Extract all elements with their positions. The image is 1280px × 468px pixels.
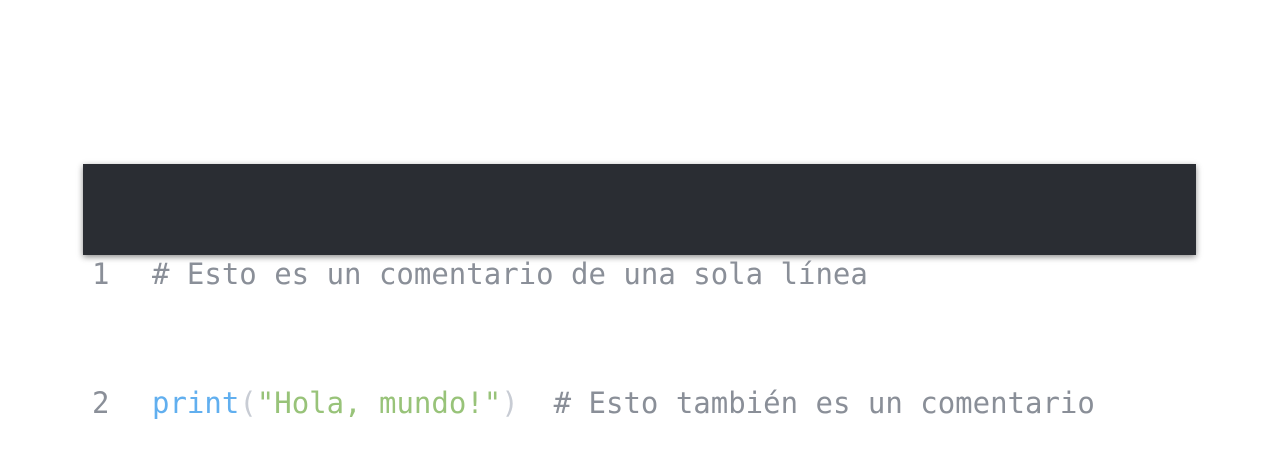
string-literal-token: "Hola, mundo!" bbox=[256, 386, 502, 420]
comment-token: # Esto es un comentario de una sola línea bbox=[152, 257, 868, 291]
comment-token: # Esto también es un comentario bbox=[553, 386, 1095, 420]
code-text bbox=[152, 382, 1095, 425]
whitespace-token bbox=[519, 386, 554, 420]
line-number: 1 bbox=[92, 257, 110, 291]
open-paren-token: ( bbox=[239, 386, 257, 420]
code-text bbox=[152, 253, 868, 296]
builtin-function-token: print bbox=[152, 386, 240, 420]
close-paren-token: ) bbox=[501, 386, 519, 420]
code-line-2 bbox=[83, 382, 1196, 425]
code-block bbox=[83, 164, 1196, 420]
code-line-1 bbox=[83, 253, 1196, 296]
line-number: 2 bbox=[92, 386, 110, 420]
